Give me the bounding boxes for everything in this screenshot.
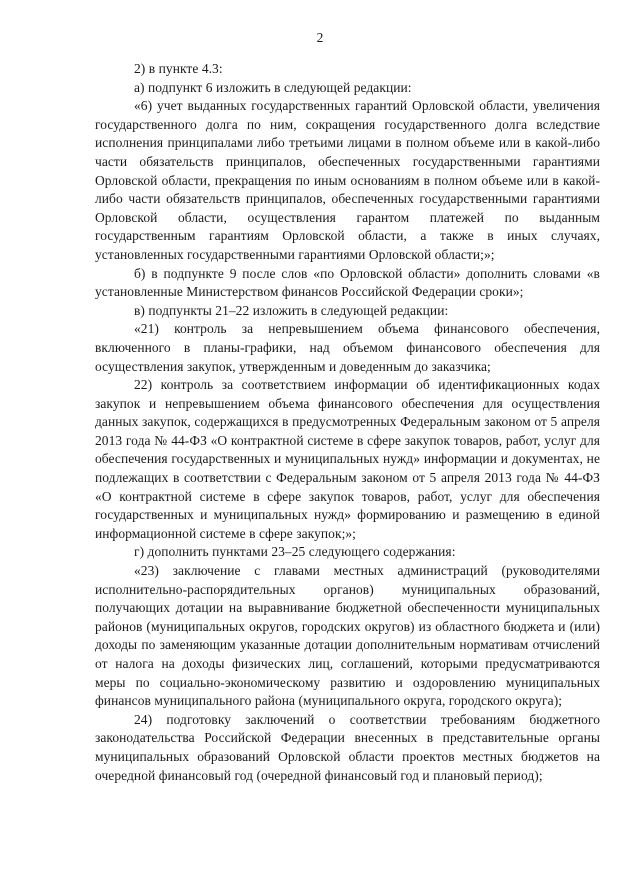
paragraph-subitem-24-text: 24) подготовку заключений о соответствии требованиям бюджетного законодательства Российской Федерации внесенных в представительные органы муниципальных образований Орловской области проектов местных бюджетов на очередной финансовый год (очередной финансовый год и плановый период); — [95, 711, 600, 783]
paragraph-subitem-g-header: г) дополнить пунктами 23–25 следующего содержания: — [134, 544, 456, 560]
paragraph-subitem-v-header: в) подпункты 21–22 изложить в следующей редакции: — [134, 302, 449, 318]
paragraph-subitem-23-text: «23) заключение с главами местных администраций (руководителями исполнительно-распорядительных органов) муниципальных образований, получающих дотации на выравнивание бюджетной обеспеченности муниципальных районов (муниципальных округов, городских округов) из областного бюджета и (или) доходы по заменяющим указанные дотации дополнительным нормативам отчислений от налога на доходы физических лиц, соглашений, которыми предусматриваются меры по социально-экономическому развитию и оздоровлению муниципальных финансов муниципального района (муниципального округа, городского округа); — [95, 563, 600, 709]
paragraph-item-2-header: 2) в пункте 4.3: — [134, 61, 223, 76]
document-body — [95, 60, 600, 785]
paragraph-subitem-21-text: «21) контроль за непревышением объема финансового обеспечения, включенного в планы-графики, над объемом финансового обеспечения для осуществления закупок, утвержденным и доведенным до заказчика; — [95, 321, 600, 374]
paragraph-subitem-b-text: б) в подпункте 9 после слов «по Орловской области» дополнить словами «в установленные Министерством финансов Российской Федерации сроки»; — [95, 265, 600, 300]
paragraph-subitem-22-text: 22) контроль за соответствием информации об идентификационных кодах закупок и непревышением объема финансового обеспечения для осуществления данных закупок, содержащихся в предусмотренных Федеральным законом от 5 апреля 2013 года № 44-ФЗ «О контрактной системе в сфере закупок товаров, работ, услуг для обеспечения государственных и муниципальных нужд» информации и документах, не подлежащих в соответствии с Федеральным законом от 5 апреля 2013 года № 44-ФЗ «О контрактной системе в сфере закупок товаров, работ, услуг для обеспечения государственных и муниципальных нужд» формированию и размещению в единой информационной системе в сфере закупок;»; — [95, 377, 600, 541]
paragraph-subitem-6-text: «6) учет выданных государственных гарантий Орловской области, увеличения государственного долга по ним, сокращения государственного долга вследствие исполнения принципалами либо третьими лицами в полном объеме или в какой-либо части обязательств принципалов, обеспеченных государственными гарантиями Орловской области, прекращения по иным основаниям в полном объеме или в какой-либо части обязательств принципалов, обеспеченных государственными гарантиями Орловской области, осуществления гарантом платежей по выданным государственным гарантиям Орловской области, а также в иных случаях, установленных государственными гарантиями Орловской области;»; — [95, 98, 600, 262]
page-number: 2 — [316, 30, 324, 45]
paragraph-subitem-a-header: а) подпункт 6 изложить в следующей редакции: — [134, 79, 412, 95]
